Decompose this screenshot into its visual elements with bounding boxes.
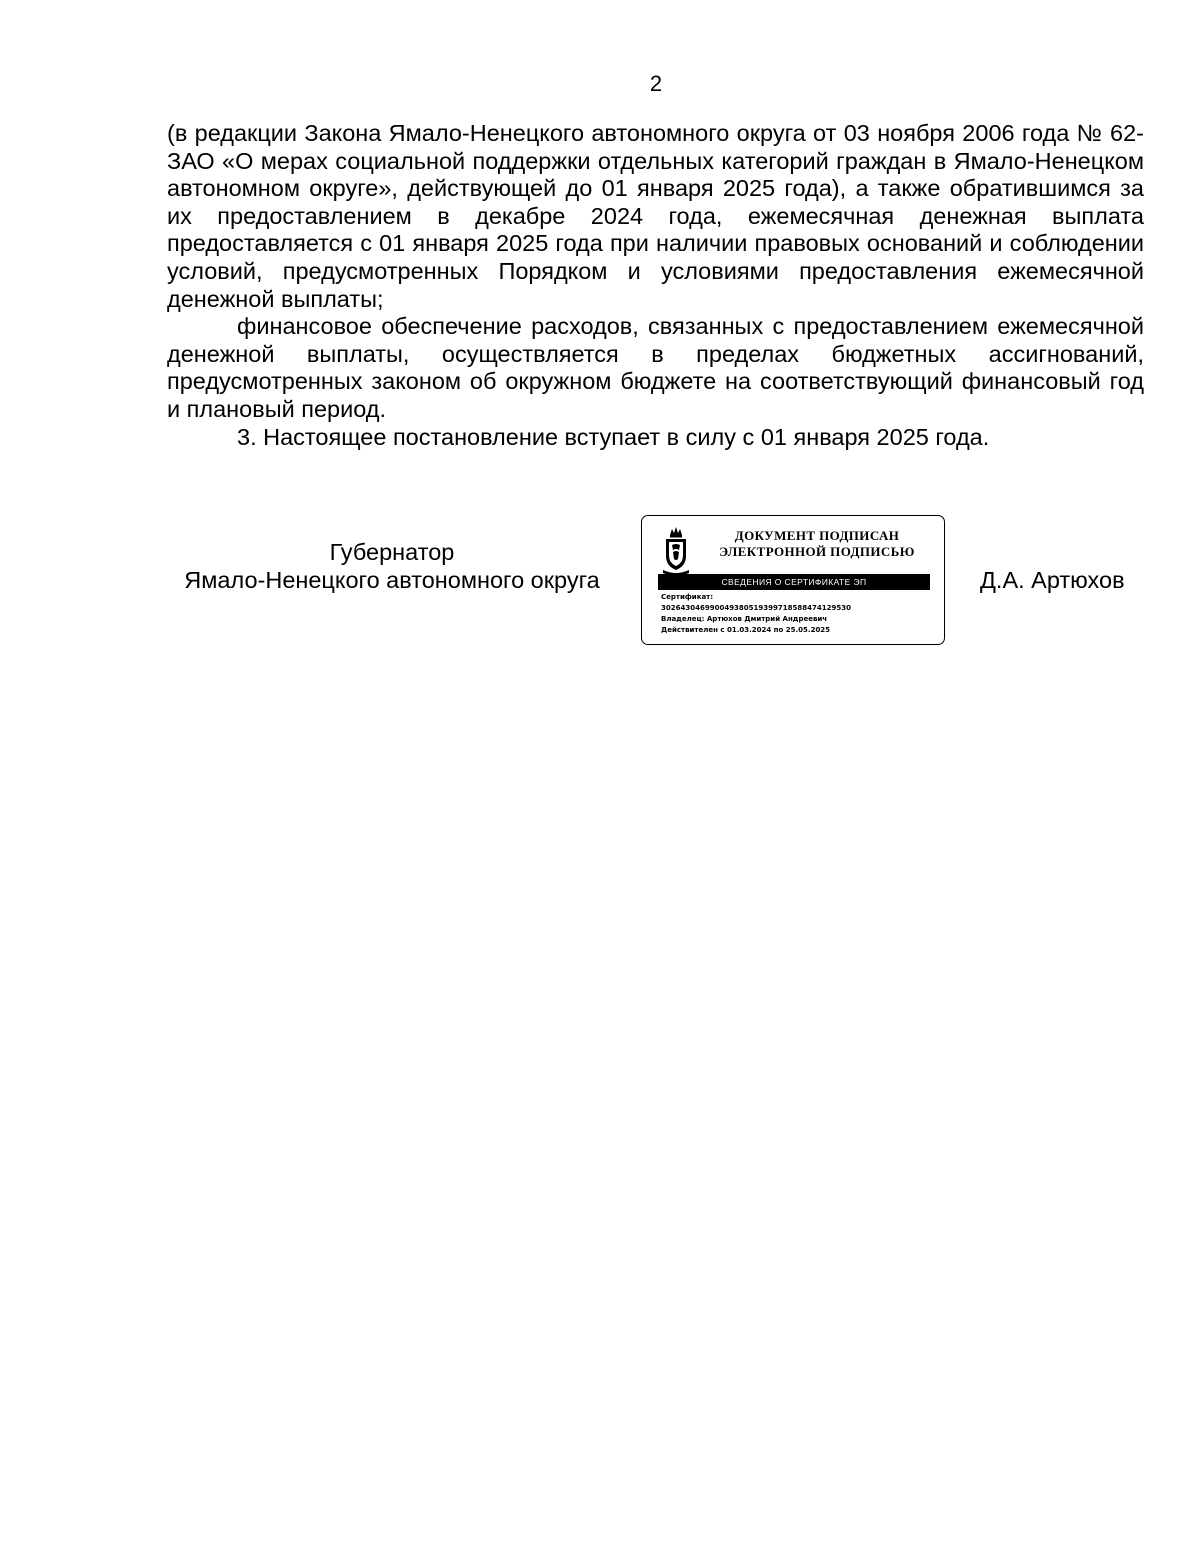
signer-role-title: Губернатор [329, 539, 455, 565]
stamp-title-line1: ДОКУМЕНТ ПОДПИСАН [734, 528, 900, 543]
page-number: 2 [649, 71, 663, 96]
paragraph-funding: финансовое обеспечение расходов, связанных с предоставлением ежемесячной денежной выплаты, осуществляется в пределах бюджетных ассигнований, предусмотренных законом об окружном бюджете на соответствующий финансовый год и плановый период. [167, 313, 1144, 422]
electronic-signature-stamp [641, 515, 945, 645]
stamp-title-line2: ЭЛЕКТРОННОЙ ПОДПИСЬЮ [719, 544, 915, 559]
certificate-info-bar: СВЕДЕНИЯ О СЕРТИФИКАТЕ ЭП [658, 574, 930, 590]
stamp-title [702, 528, 932, 560]
signature-block [0, 515, 1200, 650]
certificate-number: 302643046990049380519399718588474129530 [661, 604, 851, 612]
document-body [167, 120, 1144, 451]
certificate-details [661, 592, 931, 636]
yamal-coat-of-arms-icon [661, 526, 691, 576]
signer-role [167, 538, 617, 594]
paragraph-continuation: (в редакции Закона Ямало-Ненецкого автономного округа от 03 ноября 2006 года № 62-ЗАО «О мерах социальной поддержки отдельных категорий граждан в Ямало-Ненецком автономном округе», действующей до 01 января 2025 года), а также обратившимся за их предоставлением в декабре 2024 года, ежемесячная денежная выплата предоставляется с 01 января 2025 года при наличии правовых оснований и соблюдении условий, предусмотренных Порядком и условиями предоставления ежемесячной денежной выплаты; [167, 120, 1144, 312]
signer-name: Д.А. Артюхов [980, 567, 1125, 593]
certificate-label: Сертификат: [661, 593, 714, 601]
certificate-validity: Действителен с 01.03.2024 по 25.05.2025 [661, 626, 831, 634]
certificate-owner: Владелец: Артюхов Дмитрий Андреевич [661, 615, 828, 623]
signer-role-region: Ямало-Ненецкого автономного округа [184, 567, 600, 593]
paragraph-effective-date: 3. Настоящее постановление вступает в силу с 01 января 2025 года. [237, 423, 990, 450]
